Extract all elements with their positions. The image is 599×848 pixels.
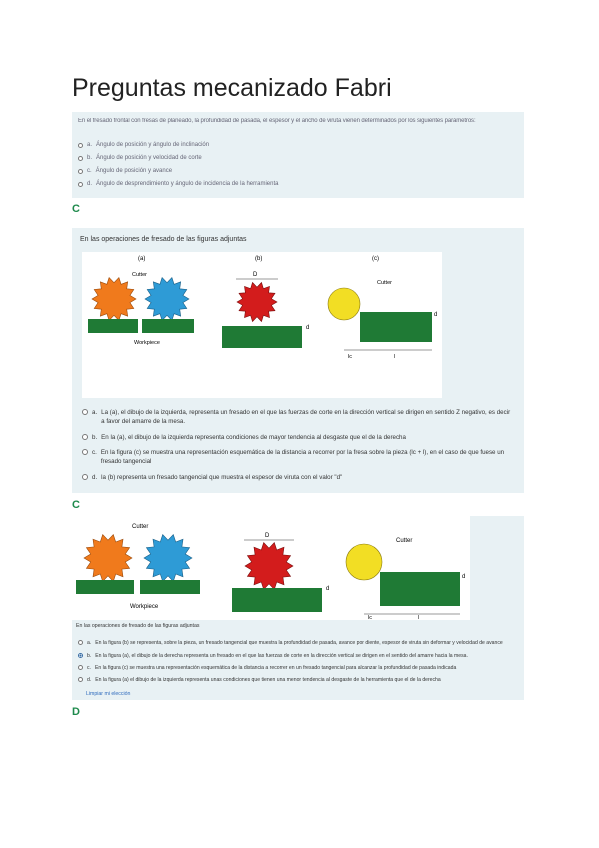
radio-button-selected[interactable]	[78, 653, 83, 658]
radio-button[interactable]	[78, 156, 83, 161]
radio-button[interactable]	[78, 143, 83, 148]
answer-label: C	[72, 203, 80, 215]
option-text: En la figura (a) el dibujo de la izquierda representa unas condiciones que tienen una menor tendencia al desgaste de la herramienta que el de la derecha	[95, 677, 441, 683]
option-letter: d.	[87, 181, 93, 187]
cutter-red	[245, 543, 293, 590]
option-d[interactable]	[78, 677, 522, 683]
depth-label: d	[326, 586, 330, 592]
cutter-yellow	[328, 288, 360, 320]
length-label: l	[418, 615, 420, 620]
approach-length-label: lc	[368, 615, 372, 620]
workpiece-label: Workpiece	[134, 340, 160, 346]
radio-button[interactable]	[82, 474, 88, 480]
option-text: Ángulo de posición y ángulo de inclinación	[96, 142, 210, 148]
workpiece-block	[88, 319, 138, 333]
depth-label: d	[462, 574, 466, 580]
option-text: En la figura (b) se representa, sobre la pieza, un fresado tangencial que muestra la profundidad de pasada, avance por diente, espesor de viruta sin deformar y velocidad de avance	[95, 640, 503, 646]
workpiece-block	[76, 580, 134, 594]
option-c[interactable]	[82, 448, 514, 466]
question-stem: En las operaciones de fresado de las figuras adjuntas	[80, 236, 247, 243]
option-text: la (b) representa un fresado tangencial que muestra el espesor de viruta con el valor "d"	[101, 474, 343, 481]
option-a[interactable]	[78, 640, 522, 646]
option-letter: d.	[87, 677, 92, 683]
radio-button[interactable]	[82, 409, 88, 415]
radio-button[interactable]	[82, 449, 88, 455]
option-text: Ángulo de posición y velocidad de corte	[96, 155, 202, 161]
workpiece-block	[360, 312, 432, 342]
answer-label: C	[72, 499, 80, 511]
question-stem: En las operaciones de fresado de las figuras adjuntas	[76, 623, 200, 629]
cutter-label: Cutter	[396, 538, 413, 544]
option-a[interactable]	[82, 408, 514, 426]
answer-label: D	[72, 706, 80, 718]
option-letter: c.	[87, 168, 92, 174]
question-card-2	[72, 228, 524, 493]
option-d[interactable]	[78, 181, 278, 187]
option-d[interactable]	[82, 473, 514, 482]
cutter-blue	[145, 278, 189, 321]
diameter-label: D	[253, 272, 258, 278]
depth-label: d	[434, 312, 438, 318]
option-letter: a.	[87, 640, 92, 646]
figure-label-b: (b)	[255, 256, 263, 262]
option-c[interactable]	[78, 168, 172, 174]
option-b[interactable]	[78, 155, 202, 161]
option-text: En la figura (c) se muestra una representación esquemática de la distancia a recorrer por la fresa sobre la pieza (lc + l), en el caso de que fuese un fresado tangencial	[100, 449, 505, 465]
milling-diagram	[82, 252, 442, 398]
option-b[interactable]	[82, 433, 514, 442]
option-text: Ángulo de posición y avance	[95, 168, 173, 174]
option-letter: b.	[87, 653, 92, 659]
option-b[interactable]	[78, 653, 522, 659]
radio-button[interactable]	[78, 182, 83, 187]
option-text: En la (a), el dibujo de la izquierda representa condiciones de mayor tendencia al desgaste que el de la derecha	[101, 434, 406, 441]
approach-length-label: lc	[348, 354, 352, 360]
question-card-3	[72, 516, 524, 700]
milling-figure	[72, 516, 470, 620]
option-letter: b.	[92, 434, 98, 441]
option-letter: c.	[92, 449, 97, 456]
cutter-yellow	[346, 544, 382, 580]
option-letter: d.	[92, 474, 98, 481]
cutter-red	[237, 283, 277, 322]
page-title: Preguntas mecanizado Fabri	[72, 74, 392, 102]
milling-figure	[82, 252, 442, 398]
workpiece-block	[380, 572, 460, 606]
cutter-orange	[84, 535, 132, 582]
cutter-label: Cutter	[377, 280, 392, 286]
cutter-label: Cutter	[132, 272, 147, 278]
radio-button[interactable]	[78, 677, 83, 682]
figure-label-a: (a)	[138, 256, 146, 262]
workpiece-block	[232, 588, 322, 612]
workpiece-block	[140, 580, 200, 594]
option-a[interactable]	[78, 142, 209, 148]
question-card-1	[72, 112, 524, 198]
clear-choice-link[interactable]: Limpiar mi elección	[86, 691, 131, 697]
workpiece-block	[142, 319, 194, 333]
option-letter: a.	[92, 409, 98, 416]
cutter-blue	[144, 535, 192, 582]
cutter-orange	[92, 278, 136, 321]
option-text: En la figura (a), el dibujo de la derecha representa un fresado en el que las fuerzas de corte en la dirección vertical se dirigen en el sentido del amarre hacia la mesa.	[95, 653, 468, 659]
radio-button[interactable]	[78, 665, 83, 670]
radio-button[interactable]	[78, 640, 83, 645]
diameter-label: D	[265, 533, 270, 539]
option-text: La (a), el dibujo de la izquierda, representa un fresado en el que las fuerzas de corte en la dirección vertical se dirigen en sentido Z negativo, es decir a favor del amarre de la mesa.	[101, 409, 511, 425]
question-stem: En el fresado frontal con fresas de planeado, la profundidad de pasada, el espesor y el ancho de viruta vienen determinados por los siguientes parámetros:	[78, 118, 476, 124]
option-letter: a.	[87, 142, 93, 148]
workpiece-label: Workpiece	[130, 604, 159, 610]
length-label: l	[394, 354, 396, 360]
radio-button[interactable]	[78, 169, 83, 174]
cutter-label: Cutter	[132, 524, 149, 530]
option-letter: b.	[87, 155, 93, 161]
option-text: En la figura (c) se muestra una representación esquemática de la distancia a recorrer en un fresado tangencial para alcanzar la profundidad de pasada indicada	[94, 665, 457, 671]
depth-label: d	[306, 325, 310, 331]
option-text: Ángulo de desprendimiento y ángulo de incidencia de la herramienta	[96, 181, 279, 187]
milling-diagram	[72, 516, 470, 620]
workpiece-block	[222, 326, 302, 348]
option-c[interactable]	[78, 665, 522, 671]
radio-button[interactable]	[82, 434, 88, 440]
figure-label-c: (c)	[372, 256, 379, 262]
option-letter: c.	[87, 665, 91, 671]
